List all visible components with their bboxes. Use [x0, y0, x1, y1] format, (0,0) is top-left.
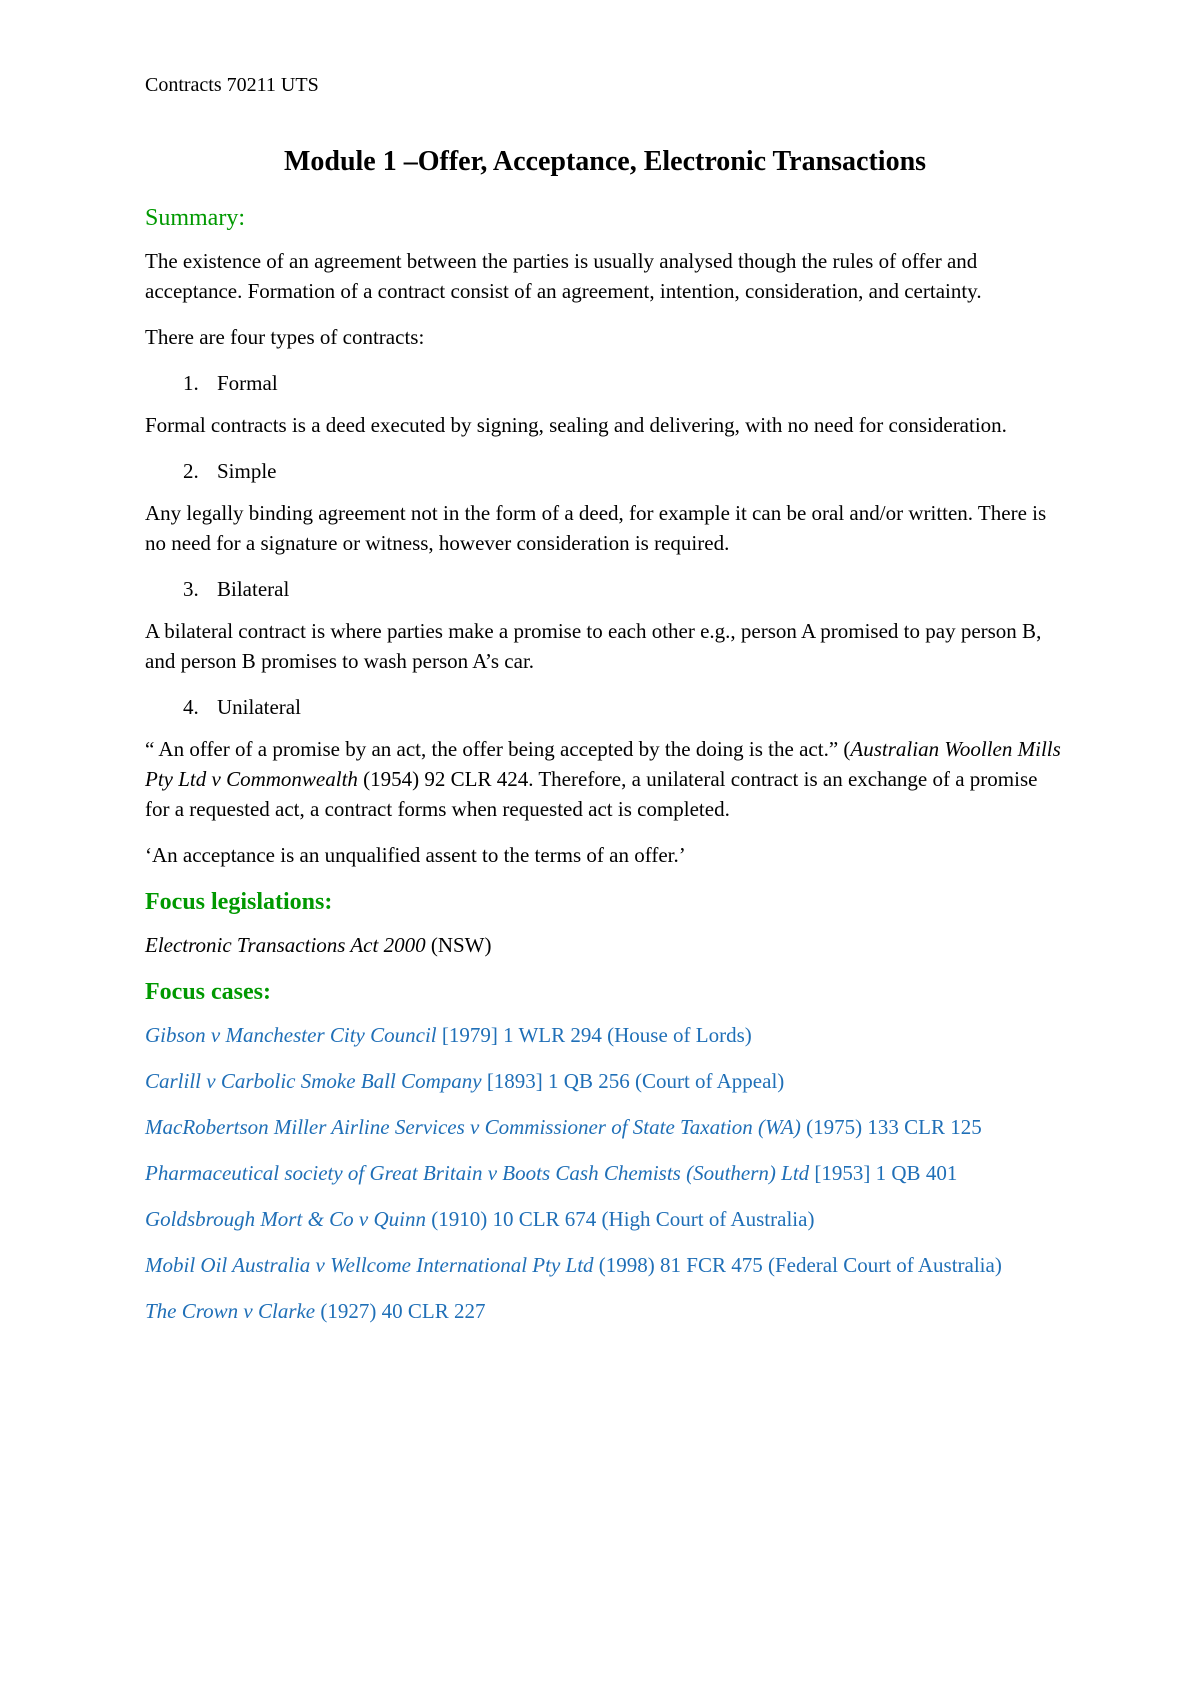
type-description-bilateral: A bilateral contract is where parties make a promise to each other e.g., person A promised to pay person B, and person B promises to wash person A’s car.: [145, 619, 1042, 673]
list-number: 1.: [183, 371, 199, 395]
unilateral-rest: (1954) 92 CLR 424. Therefore, a unilateral contract is an exchange of a promise for a requested act, a contract forms when requested act is completed.: [145, 767, 1038, 821]
case-citation: (1910) 10 CLR 674 (High Court of Australia): [425, 1207, 815, 1231]
page-title: Module 1 –Offer, Acceptance, Electronic Transactions: [283, 146, 927, 177]
legislation-name: Electronic Transactions Act 2000: [145, 933, 426, 957]
case-item: [145, 1020, 1065, 1050]
legislation-heading: Focus legislations:: [145, 889, 333, 915]
acceptance-quote: ‘An acceptance is an unqualified assent to the terms of an offer.’: [145, 843, 686, 867]
case-item: [145, 1066, 1065, 1096]
case-name: Mobil Oil Australia v Wellcome International Pty Ltd: [145, 1253, 594, 1277]
contract-type-1: [145, 368, 1065, 398]
page-header: Contracts 70211 UTS: [145, 74, 319, 96]
contract-type-2: [145, 456, 1065, 486]
cases-heading: Focus cases:: [145, 979, 271, 1005]
case-name: Gibson v Manchester City Council: [145, 1023, 437, 1047]
type-description-formal: Formal contracts is a deed executed by signing, sealing and delivering, with no need for consideration.: [145, 413, 1007, 437]
summary-paragraph-2: There are four types of contracts:: [145, 325, 425, 349]
summary-heading: Summary:: [145, 205, 245, 231]
contract-type-3: [145, 574, 1065, 604]
type-description-unilateral: [145, 734, 1065, 824]
list-item: [145, 368, 1065, 398]
list-number: 3.: [183, 577, 199, 601]
case-name: Goldsbrough Mort & Co v Quinn: [145, 1207, 426, 1231]
case-name: MacRobertson Miller Airline Services v Commissioner of State Taxation (WA): [145, 1115, 801, 1139]
list-label: Simple: [217, 459, 277, 483]
legislation-item: [145, 930, 1065, 960]
case-citation: [1893] 1 QB 256 (Court of Appeal): [481, 1069, 785, 1093]
summary-paragraph-1: The existence of an agreement between the parties is usually analysed though the rules of offer and acceptance. Formation of a contract consist of an agreement, intention, consideration, and certainty.: [145, 249, 982, 303]
case-citation: (1998) 81 FCR 475 (Federal Court of Australia): [593, 1253, 1002, 1277]
case-item: [145, 1296, 1065, 1326]
list-item: [145, 456, 1065, 486]
case-item: [145, 1158, 1065, 1188]
case-name: Carlill v Carbolic Smoke Ball Company: [145, 1069, 482, 1093]
list-number: 4.: [183, 695, 199, 719]
list-label: Formal: [217, 371, 278, 395]
case-citation: [1953] 1 QB 401: [809, 1161, 958, 1185]
document-body: [145, 70, 1065, 1342]
case-item: [145, 1112, 1065, 1142]
case-citation: [1979] 1 WLR 294 (House of Lords): [436, 1023, 752, 1047]
case-name: Australian Woollen Mills Pty Ltd v Commonwealth: [145, 737, 1061, 791]
list-label: Unilateral: [217, 695, 301, 719]
list-label: Bilateral: [217, 577, 290, 601]
unilateral-quote: “ An offer of a promise by an act, the offer being accepted by the doing is the act.” (: [145, 737, 851, 761]
case-item: [145, 1250, 1065, 1280]
list-item: [145, 574, 1065, 604]
case-item: [145, 1204, 1065, 1234]
list-number: 2.: [183, 459, 199, 483]
legislation-jurisdiction: (NSW): [425, 933, 492, 957]
contract-type-4: [145, 692, 1065, 722]
case-name: Pharmaceutical society of Great Britain v Boots Cash Chemists (Southern) Ltd: [145, 1161, 810, 1185]
list-item: [145, 692, 1065, 722]
case-citation: (1927) 40 CLR 227: [315, 1299, 486, 1323]
type-description-simple: Any legally binding agreement not in the form of a deed, for example it can be oral and/or written. There is no need for a signature or witness, however consideration is required.: [145, 501, 1047, 555]
case-citation: (1975) 133 CLR 125: [800, 1115, 982, 1139]
case-name: The Crown v Clarke: [145, 1299, 316, 1323]
